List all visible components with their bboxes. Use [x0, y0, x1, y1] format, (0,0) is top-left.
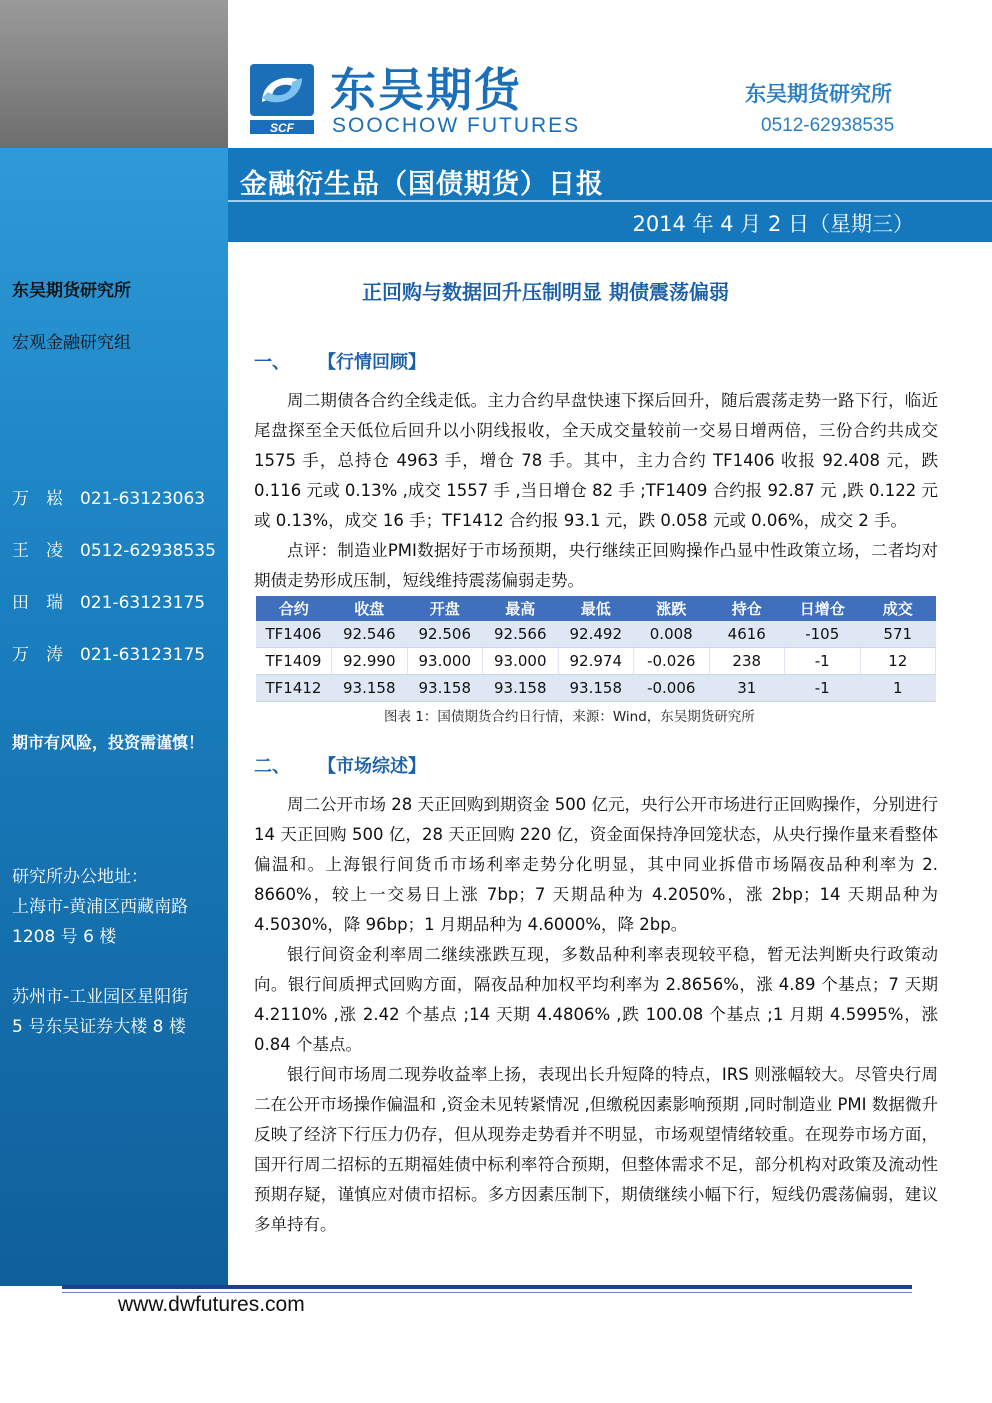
title-banner [228, 148, 992, 242]
logo-chinese-name: 东吴期货 [330, 63, 522, 117]
table-caption: 图表 1：国债期货合约日行情，来源：Wind，东吴期货研究所 [384, 709, 755, 725]
table-cell: 92.566 [483, 621, 559, 648]
table-cell: -1 [785, 648, 861, 675]
market-summary-paragraph-3: 银行间市场周二现券收益率上扬，表现出长升短降的特点，IRS 则涨幅较大。尽管央行周二在公开市场操作偏温和 ,资金未见转紧情况 ,但缴税因素影响预期 ,同时制造业 PMI 数据微升反映了经济下行压力仍存，但从现券走势看并不明显，市场观望情绪较重。在现券市场方面，国开行周二招标的五期福娃债中标利率符合预期，但整体需求不足，部分机构对政策及流动性预期存疑，谨慎应对债市招标。多方因素压制下，期债继续小幅下行，短线仍震荡偏弱，建议多单持有。 [254, 1065, 938, 1234]
table-cell: 238 [709, 648, 785, 675]
table-cell: 93.000 [483, 648, 559, 675]
sidebar-group: 宏观金融研究组 [12, 333, 131, 353]
address-label: 研究所办公地址： [12, 867, 148, 887]
table-cell: -105 [785, 621, 861, 648]
market-summary-paragraph-2: 银行间资金利率周二继续涨跌互现，多数品种利率表现较平稳，暂无法判断央行政策动向。银行间质押式回购方面，隔夜品种加权平均利率为 2.8656%，涨 4.89 个基点；7 天期 4.2110% ,涨 2.42 个基点 ;14 天期 4.4806% ,跌 100.08 个基点 ;1 月期 4.5995%，涨 0.84 个基点。 [254, 945, 938, 1054]
table-cell: 92.990 [332, 648, 408, 675]
table-header-cell: 开盘 [407, 596, 483, 621]
contact-item: 万 崧 021-63123063 [12, 489, 206, 509]
table-header-cell: 持仓 [709, 596, 785, 621]
article-headline: 正回购与数据回升压制明显 期债震荡偏弱 [362, 280, 729, 304]
table-cell: 93.158 [483, 675, 559, 702]
table-cell: TF1406 [256, 621, 332, 648]
table-cell: -0.026 [634, 648, 710, 675]
address-shanghai-line2: 1208 号 6 楼 [12, 927, 117, 947]
header-phone: 0512-62938535 [761, 115, 895, 136]
section-heading-2: 二、 【市场综述】 [254, 756, 426, 777]
table-header-cell: 日增仓 [785, 596, 861, 621]
table-header-cell: 最高 [483, 596, 559, 621]
address-shanghai-line1: 上海市-黄浦区西藏南路 [12, 897, 189, 917]
table-cell: 93.158 [558, 675, 634, 702]
address-suzhou-line1: 苏州市-工业园区星阳街 [12, 987, 189, 1007]
table-cell: 93.158 [407, 675, 483, 702]
table-header-cell: 涨跌 [634, 596, 710, 621]
table-cell: 92.974 [558, 648, 634, 675]
section-heading-1: 一、 【行情回顾】 [254, 352, 426, 373]
table-row [256, 648, 936, 675]
report-date: 2014 年 4 月 2 日（星期三） [632, 212, 914, 236]
sidebar-org: 东吴期货研究所 [12, 281, 131, 301]
risk-warning: 期市有风险，投资需谨慎！ [12, 733, 205, 752]
table-header-row [256, 596, 936, 621]
table-cell: 0.008 [634, 621, 710, 648]
quote-table [256, 596, 936, 702]
logo-english-name: SOOCHOW FUTURES [332, 114, 581, 137]
table-cell: -0.006 [634, 675, 710, 702]
banner-divider [228, 200, 992, 202]
table-row [256, 675, 936, 702]
table-cell: 92.492 [558, 621, 634, 648]
table-cell: 571 [860, 621, 936, 648]
table-cell: -1 [785, 675, 861, 702]
footer-divider [62, 1285, 912, 1289]
table-cell: 92.546 [332, 621, 408, 648]
table-cell: 93.158 [332, 675, 408, 702]
table-cell: 92.506 [407, 621, 483, 648]
table-cell: 12 [860, 648, 936, 675]
contact-item: 王 凌 0512-62938535 [12, 541, 216, 561]
header-org-name: 东吴期货研究所 [745, 82, 892, 106]
table-cell: TF1409 [256, 648, 332, 675]
table-header-cell: 成交 [860, 596, 936, 621]
table-header-cell: 最低 [558, 596, 634, 621]
svg-text:SCF: SCF [270, 121, 294, 135]
table-cell: 4616 [709, 621, 785, 648]
address-suzhou-line2: 5 号东吴证券大楼 8 楼 [12, 1017, 186, 1037]
scf-logo-icon [248, 62, 316, 136]
table-cell: TF1412 [256, 675, 332, 702]
contact-item: 万 涛 021-63123175 [12, 645, 206, 665]
comment-paragraph: 点评：制造业PMI数据好于市场预期，央行继续正回购操作凸显中性政策立场，二者均对期债走势形成压制，短线维持震荡偏弱走势。 [254, 541, 938, 590]
table-header-cell: 合约 [256, 596, 332, 621]
left-sidebar [0, 148, 228, 1286]
footer-website-link[interactable]: www.dwfutures.com [118, 1293, 305, 1316]
company-logo [248, 62, 583, 142]
table-cell: 93.000 [407, 648, 483, 675]
table-cell: 31 [709, 675, 785, 702]
market-review-paragraph: 周二期债各合约全线走低。主力合约早盘快速下探后回升，随后震荡走势一路下行，临近尾盘探至全天低位后回升以小阴线报收，全天成交量较前一交易日增两倍，三份合约共成交 1575 手，总持仓 4963 手，增仓 78 手。其中，主力合约 TF1406 收报 92.408 元，跌 0.116 元或 0.13% ,成交 1557 手 ,当日增仓 82 手 ;TF1409 合约报 92.87 元 ,跌 0.122 元或 0.13%，成交 16 手；TF1412 合约报 93.1 元，跌 0.058 元或 0.06%，成交 2 手。 [254, 391, 938, 530]
table-row [256, 621, 936, 648]
table-header-cell: 收盘 [332, 596, 408, 621]
header-gray-block [0, 0, 228, 148]
report-title: 金融衍生品（国债期货）日报 [240, 169, 604, 200]
market-summary-paragraph-1: 周二公开市场 28 天正回购到期资金 500 亿元，央行公开市场进行正回购操作，分别进行 14 天正回购 500 亿，28 天正回购 220 亿，资金面保持净回笼状态，从央行操作量来看整体偏温和。上海银行间货币市场利率走势分化明显，其中同业拆借市场隔夜品种利率为 2. 8660%，较上一交易日上涨 7bp；7 天期品种为 4.2050%，涨 2bp；14 天期品种为 4.5030%，降 96bp；1 月期品种为 4.6000%，降 2bp。 [254, 795, 938, 934]
contact-item: 田 瑞 021-63123175 [12, 593, 206, 613]
table-cell: 1 [860, 675, 936, 702]
